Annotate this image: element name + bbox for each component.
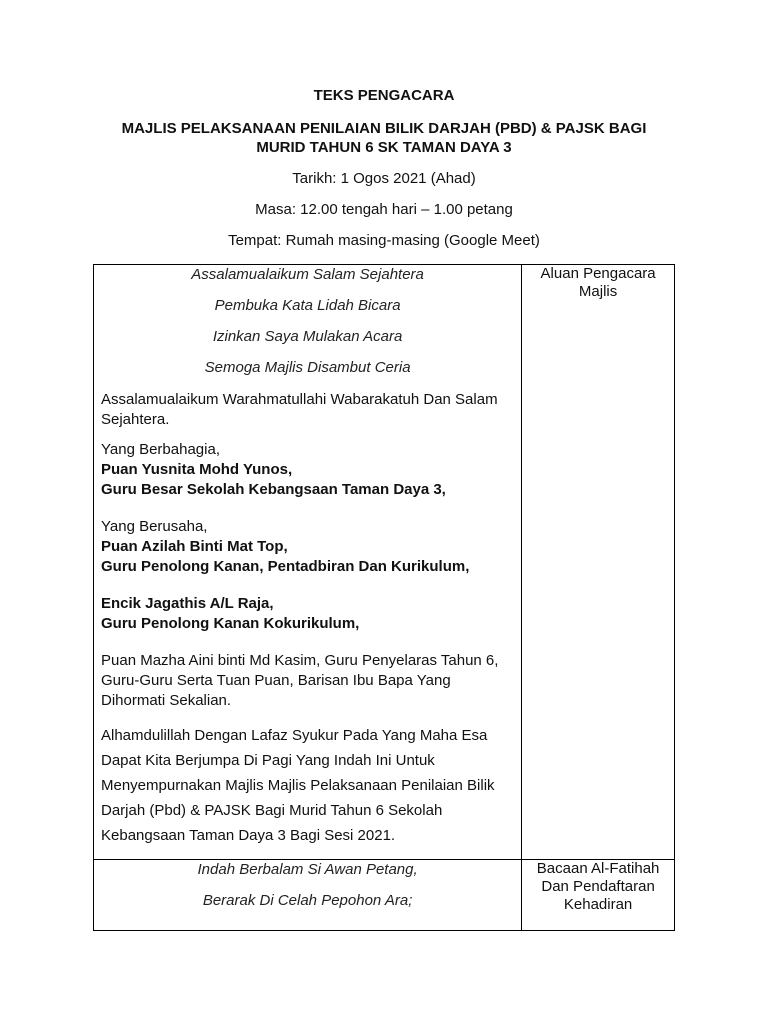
agenda-label-line: Majlis [578,283,618,300]
other-guests-line: Guru-Guru Serta Tuan Puan, Barisan Ibu Bapa Yang [101,672,451,689]
salutation [94,390,521,430]
other-guests-line: Dihormati Sekalian. [101,692,232,709]
script-row [94,265,675,860]
guest-honorific: Yang Berbahagia, [101,441,220,458]
document-title: TEKS PENGACARA [313,87,455,104]
opening-remarks-line: Kebangsaan Taman Daya 3 Bagi Sesi 2021. [101,827,396,844]
script-text-cell [94,860,522,931]
agenda-label-line: Kehadiran [563,896,633,913]
agenda-label-line: Bacaan Al-Fatihah [536,860,660,877]
opening-remarks [94,723,521,848]
pantun-line: Pembuka Kata Lidah Bicara [214,297,401,314]
guest-block-pk-cocurriculum [94,594,521,634]
opening-remarks-line: Alhamdulillah Dengan Lafaz Syukur Pada Yang Maha Esa [101,727,488,744]
agenda-label-line: Aluan Pengacara [540,265,656,282]
guest-honorific: Yang Berusaha, [101,518,208,535]
event-title-line-2: MURID TAHUN 6 SK TAMAN DAYA 3 [256,139,512,156]
agenda-label-line: Dan Pendaftaran [541,878,655,895]
guest-block-headmaster [94,440,521,500]
other-guests [94,651,521,711]
pantun-line: Izinkan Saya Mulakan Acara [212,328,403,345]
agenda-cell [522,860,675,931]
event-time: Masa: 12.00 tengah hari – 1.00 petang [255,201,513,218]
script-row [94,860,675,931]
pantun-line: Semoga Majlis Disambut Ceria [204,359,411,376]
guest-role: Guru Besar Sekolah Kebangsaan Taman Daya 3, [101,481,446,498]
other-guests-line: Puan Mazha Aini binti Md Kasim, Guru Penyelaras Tahun 6, [101,652,499,669]
opening-remarks-line: Darjah (Pbd) & PAJSK Bagi Murid Tahun 6 Sekolah [101,802,443,819]
guest-block-pk-admin [94,517,521,577]
script-table [93,264,675,931]
salutation-line: Sejahtera. [101,411,170,428]
agenda-cell [522,265,675,860]
event-date: Tarikh: 1 Ogos 2021 (Ahad) [292,170,476,187]
pantun-line: Berarak Di Celah Pepohon Ara; [202,892,413,909]
script-text-cell [94,265,522,860]
event-venue: Tempat: Rumah masing-masing (Google Meet) [228,232,540,249]
guest-name: Encik Jagathis A/L Raja, [101,595,274,612]
event-title-line-1: MAJLIS PELAKSANAAN PENILAIAN BILIK DARJAH (PBD) & PAJSK BAGI [121,120,647,137]
pantun-line: Assalamualaikum Salam Sejahtera [191,266,424,283]
guest-name: Puan Yusnita Mohd Yunos, [101,461,293,478]
guest-role: Guru Penolong Kanan Kokurikulum, [101,615,360,632]
opening-remarks-line: Dapat Kita Berjumpa Di Pagi Yang Indah Ini Untuk [101,752,435,769]
pantun-line: Indah Berbalam Si Awan Petang, [197,861,418,878]
event-title [0,119,768,157]
guest-role: Guru Penolong Kanan, Pentadbiran Dan Kurikulum, [101,558,470,575]
salutation-line: Assalamualaikum Warahmatullahi Wabarakatuh Dan Salam [101,391,498,408]
opening-remarks-line: Menyempurnakan Majlis Majlis Pelaksanaan Penilaian Bilik [101,777,495,794]
guest-name: Puan Azilah Binti Mat Top, [101,538,288,555]
